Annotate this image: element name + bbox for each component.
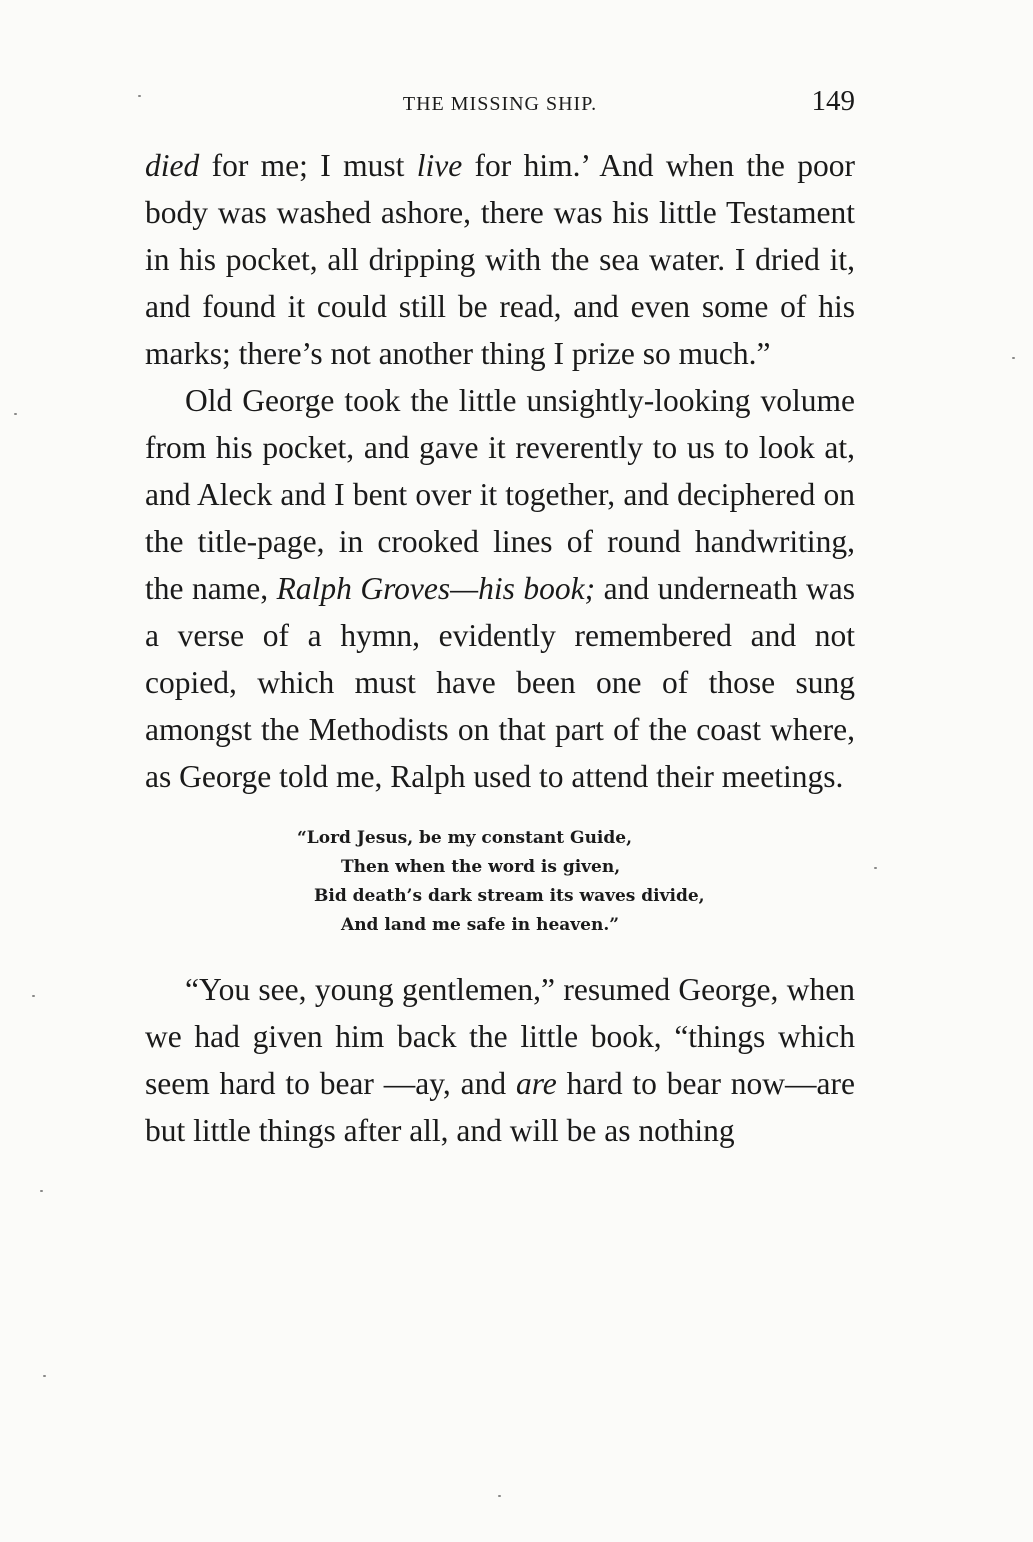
scan-speck bbox=[874, 867, 877, 869]
paragraph-old-george bbox=[145, 377, 855, 800]
italic-live: live bbox=[416, 148, 463, 183]
hymn-line: “Lord Jesus, be my constant Guide, bbox=[297, 828, 633, 848]
text-segment: hard to bear now—are but little things after all, and will be as nothing bbox=[145, 1066, 855, 1148]
scan-speck bbox=[43, 1375, 46, 1377]
italic-are: are bbox=[515, 1066, 557, 1101]
paragraph-continuation bbox=[145, 142, 855, 377]
running-title: THE MISSING SHIP. bbox=[402, 93, 598, 115]
scan-speck bbox=[498, 1495, 501, 1497]
text-segment: and underneath was a verse of a hymn, evidently remembered and not copied, which must have been one of those sung amongst the Methodists on that part of the coast where, as George told me, Ralph used to attend their meetings. bbox=[145, 571, 856, 794]
scan-speck bbox=[1012, 357, 1015, 359]
page-number: 149 bbox=[811, 85, 855, 117]
hymn-line: Then when the word is given, bbox=[341, 857, 621, 877]
running-head bbox=[145, 85, 855, 125]
scan-speck bbox=[32, 995, 35, 997]
scan-speck bbox=[40, 1190, 43, 1192]
text-segment: “You see, young gentlemen,” resumed George, when we had given him back the little book, “things which seem hard to bear —ay, and bbox=[145, 972, 855, 1101]
text-segment: for me; I must bbox=[199, 148, 417, 183]
italic-book-inscription: Ralph Groves—his book; bbox=[276, 571, 596, 606]
scan-speck bbox=[138, 95, 141, 97]
text-segment: for him.’ And when the poor body was washed ashore, there was his little Testament in his pocket, all dripping with the sea water. I dried it, and found it could still be read, and even some of his marks; there’s not another thing I prize so much.” bbox=[145, 148, 855, 371]
italic-died: died bbox=[145, 148, 200, 183]
hymn-line: Bid death’s dark stream its waves divide, bbox=[314, 886, 705, 906]
body-text bbox=[145, 142, 855, 1154]
hymn-verse bbox=[145, 824, 855, 940]
text-segment: Old George took the little unsightly-looking volume from his pocket, and gave it reverently to us to look at, and Aleck and I bent over it together, and deciphered on the title-page, in crooked lines of round handwriting, the name, bbox=[145, 383, 855, 606]
hymn-line: And land me safe in heaven.” bbox=[341, 915, 620, 935]
scan-speck bbox=[14, 413, 17, 415]
paragraph-you-see bbox=[145, 966, 855, 1154]
